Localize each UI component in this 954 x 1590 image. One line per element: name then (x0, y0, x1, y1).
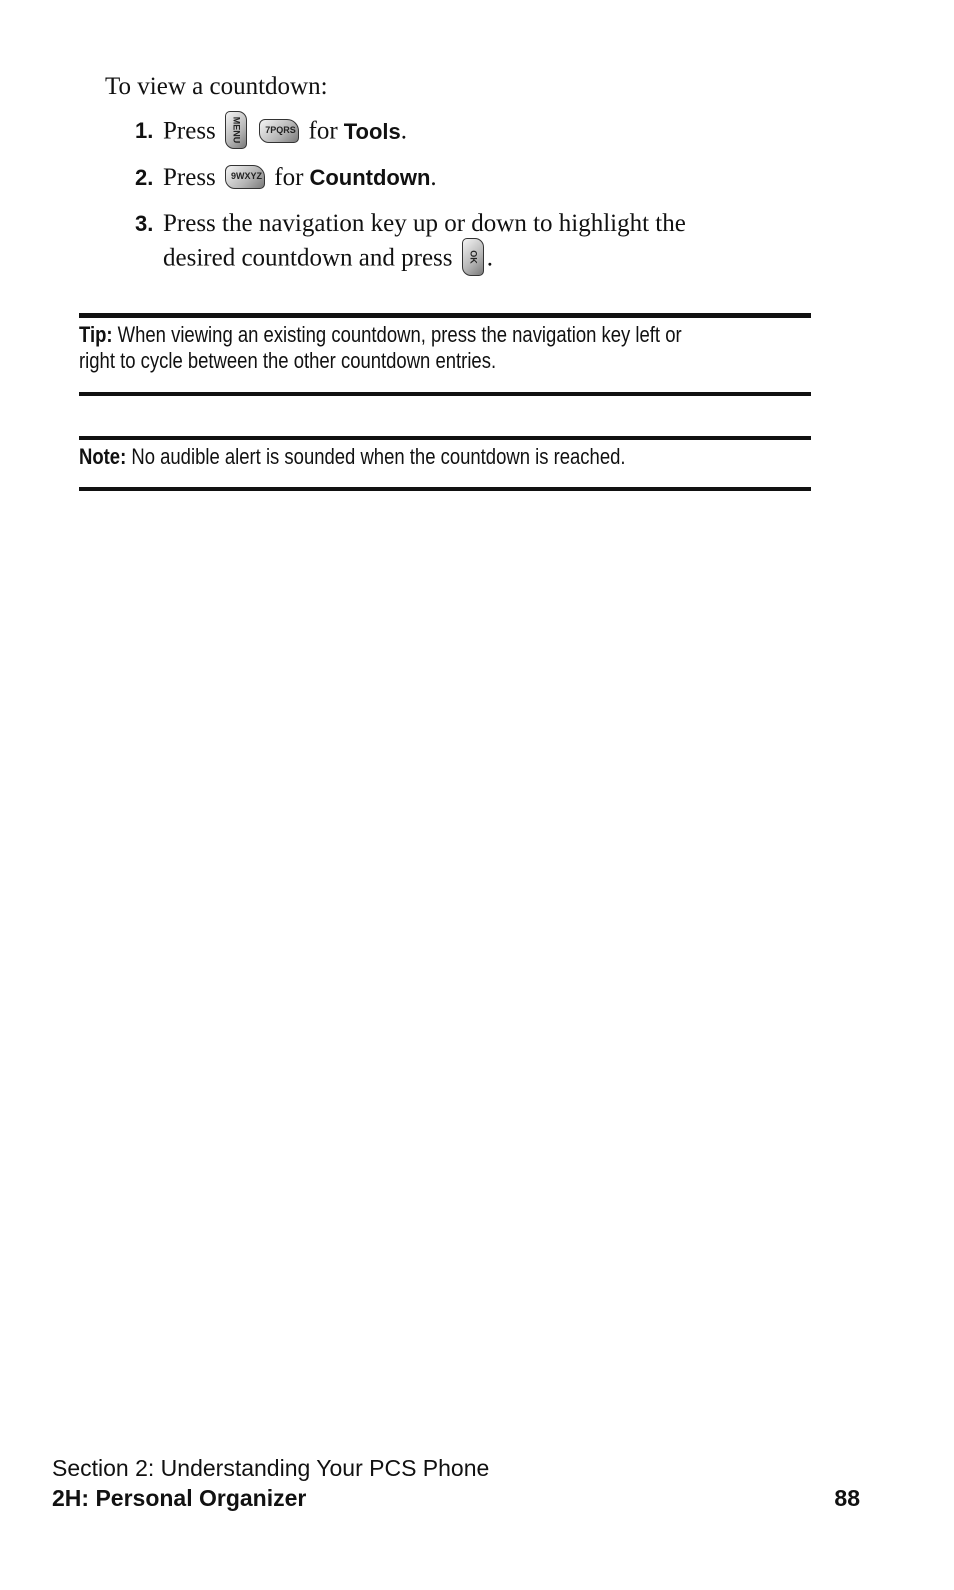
note-label: Note: (79, 444, 127, 469)
key-9-icon: 9WXYZ (225, 165, 265, 189)
tip-line-2: right to cycle between the other countdown entries. (79, 348, 497, 373)
note-top-rule (79, 436, 811, 440)
note-text: No audible alert is sounded when the countdown is reached. (131, 444, 626, 469)
tip-line-1-wrap (79, 322, 682, 348)
step-3-line-1: Press the navigation key up or down to highlight the (163, 210, 686, 237)
tip-top-rule (79, 313, 811, 318)
step-2-period: . (430, 164, 437, 191)
tip-line-1: When viewing an existing countdown, press the navigation key left or (117, 322, 682, 347)
step-1-period: . (400, 117, 407, 145)
step-3-line-2: desired countdown and press (163, 244, 453, 272)
step-2-for: for (274, 164, 304, 191)
menu-key-icon: MENU (225, 111, 247, 149)
step-2-keyword: Countdown (309, 165, 431, 190)
footer-section-title: Section 2: Understanding Your PCS Phone (52, 1455, 490, 1481)
key-7-icon: 7PQRS (259, 119, 299, 143)
note-line-wrap (79, 444, 626, 470)
step-1-for: for (308, 117, 338, 145)
tip-label: Tip: (79, 322, 113, 347)
footer-chapter-title: 2H: Personal Organizer (52, 1485, 307, 1511)
intro-text: To view a countdown: (105, 73, 328, 100)
note-bottom-rule (79, 487, 811, 491)
step-1-press: Press (163, 117, 216, 145)
page-number: 88 (834, 1485, 860, 1511)
step-1-number: 1. (135, 118, 154, 143)
step-2-number: 2. (135, 165, 154, 190)
tip-callout (79, 322, 819, 374)
step-1-body (163, 114, 407, 152)
step-2-press: Press (163, 164, 216, 191)
step-2-body (163, 161, 437, 195)
step-1-keyword: Tools (343, 118, 401, 144)
note-callout (79, 444, 819, 470)
step-3-period: . (486, 244, 494, 272)
tip-bottom-rule (79, 392, 811, 396)
step-3-line-2-wrap (163, 241, 493, 279)
step-3-number: 3. (135, 211, 154, 236)
ok-key-icon: OK (462, 238, 484, 276)
